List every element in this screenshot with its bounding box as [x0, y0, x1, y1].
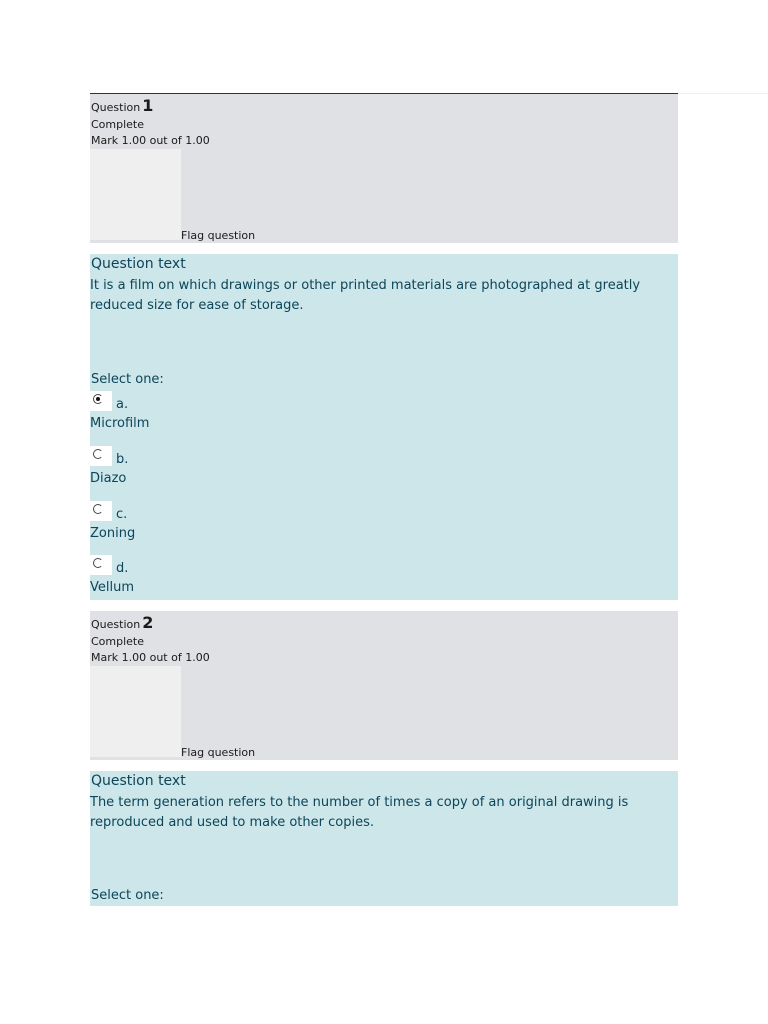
answer-text[interactable]: Zoning	[90, 526, 136, 541]
flag-icon-area[interactable]	[90, 149, 181, 240]
answer-text[interactable]: Diazo	[90, 471, 127, 486]
question-number	[91, 613, 153, 632]
question-number-value: 2	[142, 613, 154, 632]
radio-button[interactable]	[90, 391, 112, 411]
flag-question-link[interactable]: Flag question	[181, 746, 256, 759]
answer-letter: c.	[116, 507, 128, 522]
answer-text[interactable]: Microfilm	[90, 416, 150, 431]
answer-option-a[interactable]	[90, 391, 290, 437]
question-1-content	[90, 254, 678, 600]
answer-letter: d.	[116, 561, 129, 576]
question-label: Question	[91, 101, 141, 114]
question-1-info	[90, 94, 678, 243]
select-one-label: Select one:	[91, 888, 164, 903]
radio-ring-icon	[93, 504, 103, 514]
radio-button[interactable]	[90, 555, 112, 575]
answer-option-d[interactable]	[90, 555, 290, 601]
question-text: It is a film on which drawings or other printed materials are photographed at greatly reduced size for ease of storage.	[90, 278, 641, 313]
flag-icon-area[interactable]	[90, 666, 181, 757]
question-text-heading: Question text	[91, 256, 186, 272]
question-text-heading: Question text	[91, 773, 186, 789]
question-text: The term generation refers to the number of times a copy of an original drawing is reproduced and used to make other copies.	[90, 795, 629, 830]
question-label: Question	[91, 618, 141, 631]
answer-option-c[interactable]	[90, 501, 290, 547]
flag-question-link[interactable]: Flag question	[181, 229, 256, 242]
answer-letter: a.	[116, 397, 129, 412]
question-number-value: 1	[142, 96, 154, 115]
radio-selected-dot-icon	[96, 397, 100, 401]
question-2-info	[90, 611, 678, 760]
top-divider-faint	[678, 93, 768, 94]
question-state: Complete	[91, 635, 145, 648]
answer-letter: b.	[116, 452, 129, 467]
select-one-label: Select one:	[91, 372, 164, 387]
question-grade: Mark 1.00 out of 1.00	[91, 134, 210, 147]
answer-text[interactable]: Vellum	[90, 580, 135, 595]
radio-button[interactable]	[90, 446, 112, 466]
answer-option-b[interactable]	[90, 446, 290, 492]
question-2-content	[90, 771, 678, 906]
question-state: Complete	[91, 118, 145, 131]
radio-ring-icon	[93, 558, 103, 568]
radio-button[interactable]	[90, 501, 112, 521]
question-number	[91, 96, 153, 115]
question-grade: Mark 1.00 out of 1.00	[91, 651, 210, 664]
radio-ring-icon	[93, 449, 103, 459]
